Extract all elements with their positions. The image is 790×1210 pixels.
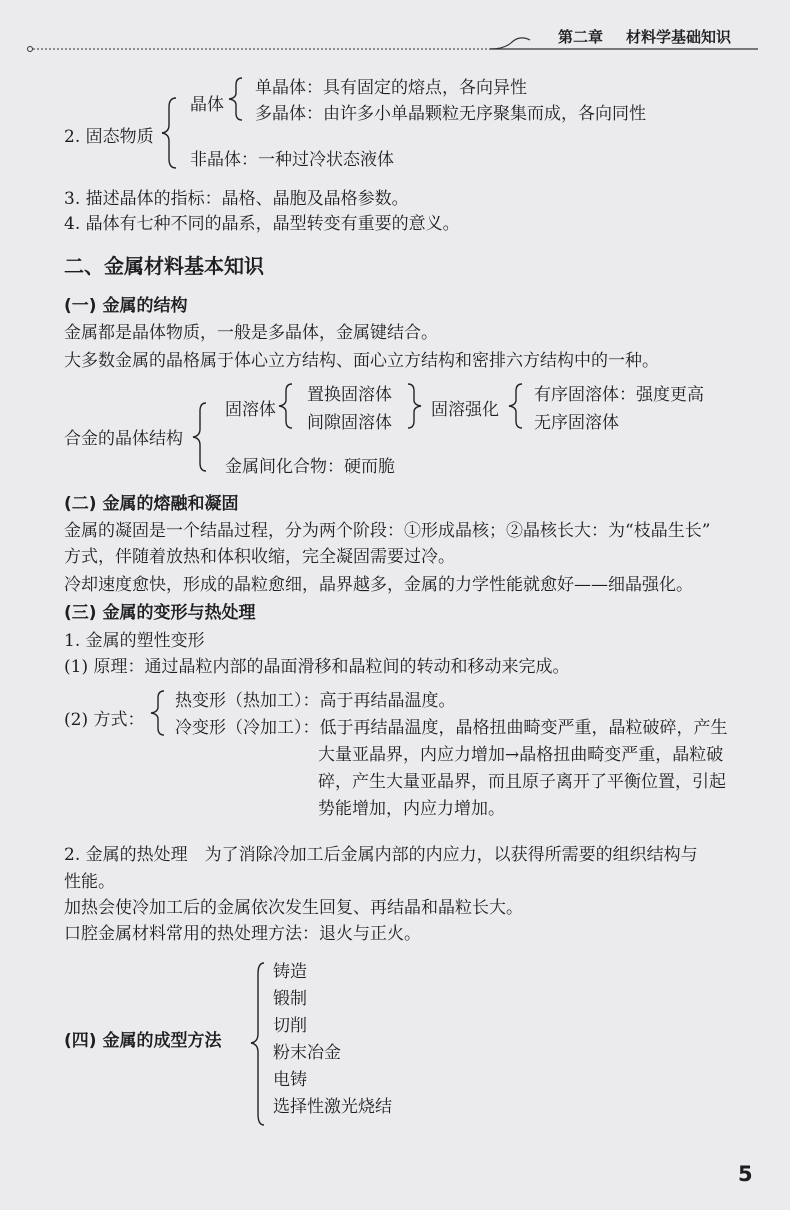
- crystal-brace: [226, 77, 246, 121]
- item-4: 4. 晶体有七种不同的晶系，晶型转变有重要的意义。: [64, 214, 460, 234]
- deformation-mode-label: (2) 方式：: [64, 710, 145, 730]
- subsection-1-title: (一) 金属的结构: [64, 296, 188, 316]
- s2-paragraph-2: 冷却速度愈快，形成的晶粒愈细，晶界越多，金属的力学性能就愈好——细晶强化。: [64, 575, 693, 595]
- cold-deformation-3: 碎，产生大量亚晶界，而且原子离开了平衡位置，引起: [318, 772, 726, 792]
- s1-paragraph-2: 大多数金属的晶格属于体心立方结构、面心立方结构和密排六方结构中的一种。: [64, 351, 659, 371]
- poly-crystal: 多晶体：由许多小单晶颗粒无序聚集而成，各向同性: [255, 104, 646, 124]
- alloy-brace: [190, 402, 210, 472]
- s2-paragraph-1b: 方式，伴随着放热和体积收缩，完全凝固需要过冷。: [64, 547, 455, 567]
- heat-treatment-heading: 2. 金属的热处理 为了消除冷加工后金属内部的内应力，以获得所需要的组织结构与: [64, 845, 698, 865]
- solid-matter-label: 2. 固态物质: [64, 127, 154, 147]
- amorphous: 非晶体：一种过冷状态液体: [190, 150, 394, 170]
- ordered-brace: [506, 383, 526, 429]
- single-crystal: 单晶体：具有固定的熔点，各向异性: [255, 78, 527, 98]
- solid-solution-brace: [276, 383, 296, 429]
- deformation-brace: [148, 690, 168, 736]
- forming-method: 粉末冶金: [273, 1043, 341, 1063]
- forming-method: 切削: [273, 1016, 307, 1036]
- alloy-structure-label: 合金的晶体结构: [64, 429, 183, 449]
- ordered-solution: 有序固溶体：强度更高: [534, 385, 704, 405]
- item-3: 3. 描述晶体的指标：晶格、晶胞及晶格参数。: [64, 189, 409, 209]
- section-heading-2: 二、金属材料基本知识: [64, 254, 264, 278]
- crystal-label: 晶体: [190, 95, 224, 115]
- cold-deformation-1: 冷变形（冷加工）：低于再结晶温度，晶格扭曲畸变严重，晶粒破碎，产生: [175, 718, 728, 738]
- heat-paragraph-2: 口腔金属材料常用的热处理方法：退火与正火。: [64, 924, 421, 944]
- header-chapter: 第二章: [558, 28, 604, 46]
- solid-solution-strengthening: 固溶强化: [431, 400, 499, 420]
- intermetallic-compound: 金属间化合物：硬而脆: [225, 457, 395, 477]
- forming-method: 电铸: [273, 1070, 307, 1090]
- forming-method: 锻制: [273, 989, 307, 1009]
- s2-paragraph-1a: 金属的凝固是一个结晶过程，分为两个阶段：①形成晶核；②晶核长大：为“枝晶生长”: [64, 521, 711, 541]
- solid-brace: [160, 97, 180, 169]
- heat-treatment-cont: 性能。: [64, 872, 115, 892]
- deformation-principle: (1) 原理：通过晶粒内部的晶面滑移和晶粒间的转动和移动来完成。: [64, 657, 570, 677]
- hot-deformation: 热变形（热加工）：高于再结晶温度。: [175, 691, 456, 711]
- disordered-solution: 无序固溶体: [534, 413, 619, 433]
- substitutional-solution: 置换固溶体: [307, 385, 392, 405]
- heat-paragraph-1: 加热会使冷加工后的金属依次发生回复、再结晶和晶粒长大。: [64, 898, 523, 918]
- subsection-2-title: (二) 金属的熔融和凝固: [64, 494, 239, 514]
- page-number: 5: [738, 1162, 753, 1186]
- plastic-deformation-heading: 1. 金属的塑性变形: [64, 631, 205, 651]
- solid-solution-label: 固溶体: [225, 400, 276, 420]
- subsection-3-title: (三) 金属的变形与热处理: [64, 603, 256, 623]
- forming-method: 铸造: [273, 962, 307, 982]
- cold-deformation-4: 势能增加，内应力增加。: [318, 799, 505, 819]
- interstitial-solution: 间隙固溶体: [307, 413, 392, 433]
- running-header: [0, 18, 790, 58]
- forming-method: 选择性激光烧结: [273, 1097, 392, 1117]
- header-title: 材料学基础知识: [626, 28, 732, 46]
- strengthening-brace: [404, 383, 424, 429]
- forming-brace: [248, 962, 268, 1126]
- cold-deformation-2: 大量亚晶界，内应力增加→晶格扭曲畸变严重，晶粒破: [318, 745, 724, 765]
- subsection-4-title: (四) 金属的成型方法: [64, 1031, 222, 1051]
- s1-paragraph-1: 金属都是晶体物质，一般是多晶体，金属键结合。: [64, 323, 438, 343]
